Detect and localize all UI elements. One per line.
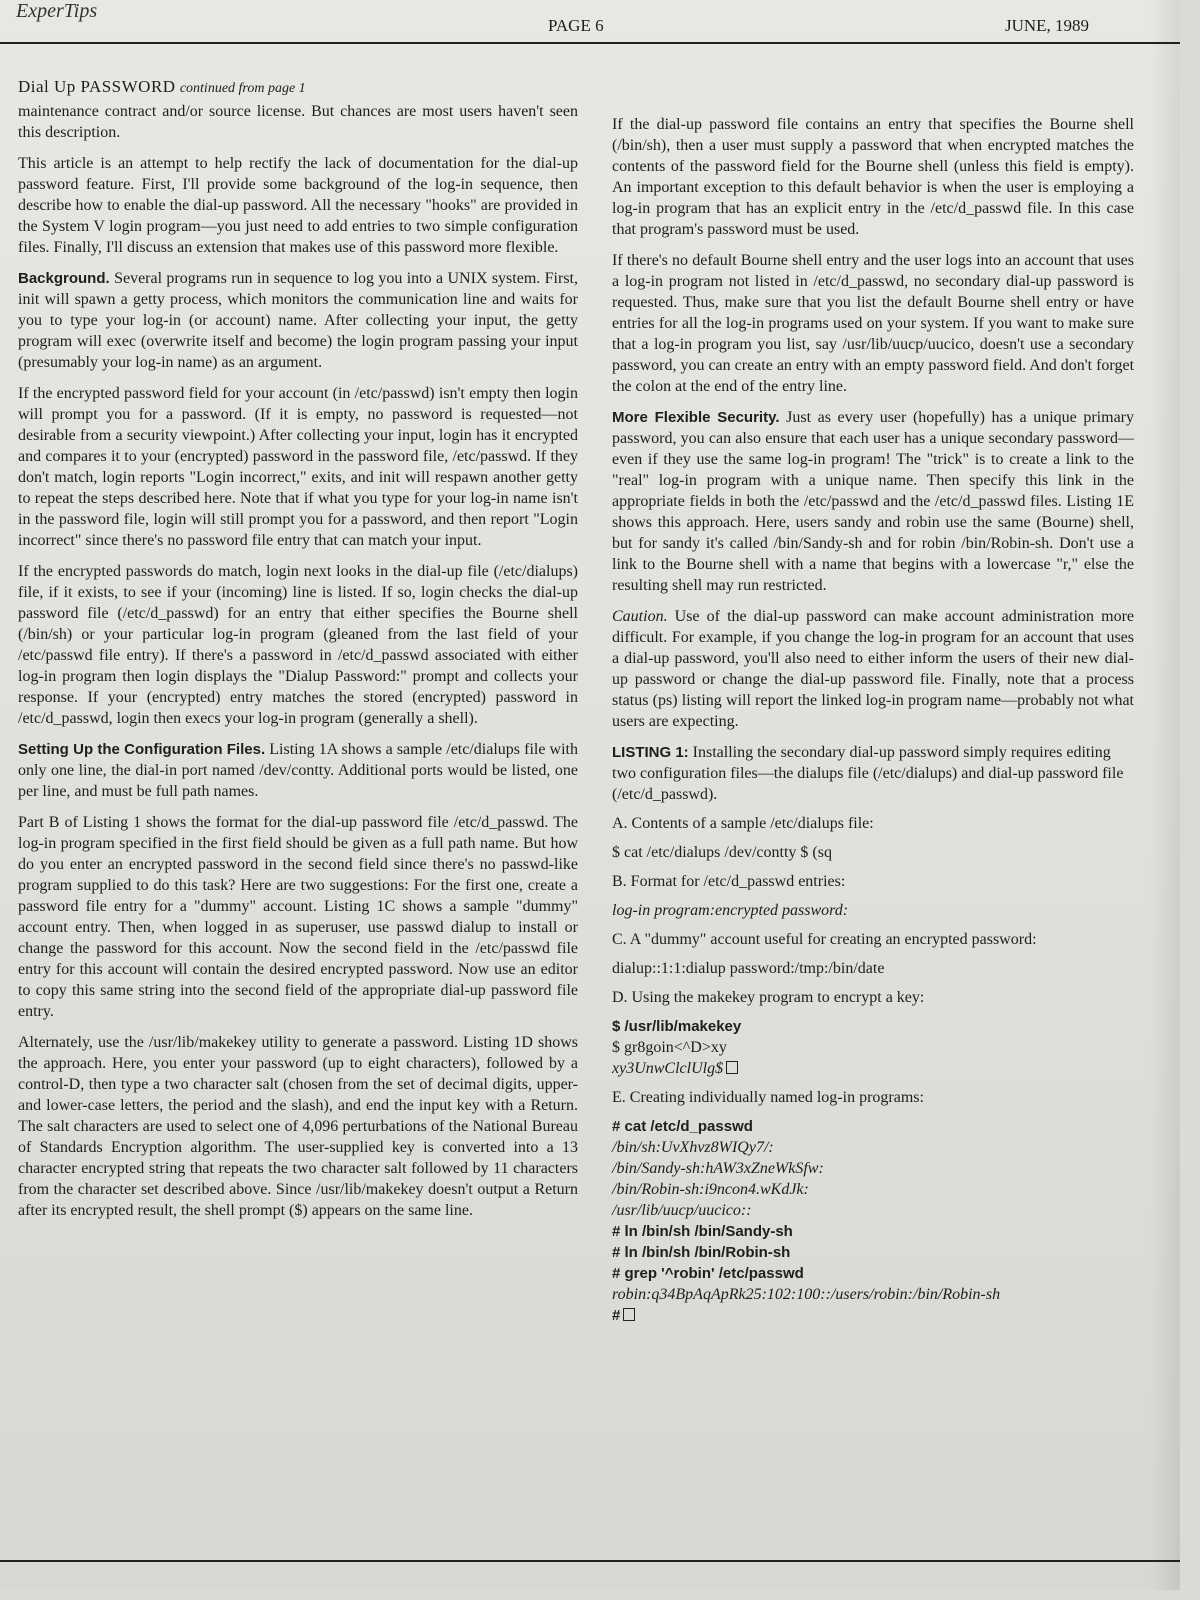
code-line: /bin/sh:UvXhvz8WIQy7/: [612, 1139, 774, 1156]
paragraph: If the encrypted password field for your account (in /etc/passwd) isn't empty then login will prompt you for a password. (If it is empty, no password is requested—not desirable from a security viewpoint.) After collecting your input, login has it encrypted and compares it to your (encrypted) password in the password file, /etc/passwd. If they don't match, login reports "Login incorrect," exits, and init will respawn another getty to repeat the steps described here. Note that if what you type for your log-in name isn't in the password file, login will still prompt you for a password, and then report "Login incorrect" since there's no password file entry that can match your input. [18, 385, 578, 549]
code-line: $ /usr/lib/makekey [612, 1018, 742, 1035]
section-heading: Setting Up the Configuration Files. [18, 741, 266, 758]
code-line: # [612, 1305, 1134, 1326]
listing-label-b: B. Format for /etc/d_passwd entries: [612, 873, 846, 890]
paragraph: This article is an attempt to help rectify the lack of documentation for the dial-up password feature. First, I'll provide some background of the log-in sequence, then describe how to enable the dial-up password. All the necessary "hooks" are provided in the System V login program—you just need to add entries to two simple configuration files. Finally, I'll discuss an extension that makes use of this password more flexible. [18, 155, 578, 256]
paragraph: Alternately, use the /usr/lib/makekey utility to generate a password. Listing 1D shows the approach. Here, you enter your password (up to eight characters), followed by a control-D, then type a two character salt (chosen from the set of decimal digits, upper- and lower-case letters, the period and the slash), and end the input key with a Return. The salt characters are used to select one of 4,096 perturbations of the National Bureau of Standards Encryption algorithm. The user-supplied key is converted into a 13 character encrypted string that repeats the two character salt followed by 11 characters from the character set described above. Since /usr/lib/makekey doesn't output a Return after its encrypted result, the shell prompt ($) appears on the same line. [18, 1034, 578, 1219]
code-line: robin:q34BpAqApRk25:102:100::/users/robin:/bin/Robin-sh [612, 1286, 1001, 1303]
paragraph [18, 268, 578, 373]
listing-code-d [612, 1016, 1134, 1079]
listing-label-a: A. Contents of a sample /etc/dialups file: [612, 815, 874, 832]
continued-note: continued from page 1 [179, 81, 306, 96]
code-line: /bin/Robin-sh:i9ncon4.wKdJk: [612, 1181, 809, 1198]
paragraph-body: Several programs run in sequence to log you into a UNIX system. First, init will spawn a getty process, which monitors the communication line and waits for you to type your log-in (or account) name. After collecting your input, the getty program will exec (overwrite itself and become) the login program passing your input (presumably your log-in name) as an argument. [18, 270, 578, 371]
listing-heading: LISTING 1: [612, 744, 689, 761]
right-column [612, 114, 1134, 1334]
paragraph: If there's no default Bourne shell entry and the user logs into an account that uses a log-in program not listed in /etc/d_passwd, no secondary dial-up password is requested. Thus, make sure that you list the default Bourne shell entry or have entries for all the log-in programs used on your system. If you want to make sure that a log-in program you list, say /usr/lib/uucp/uucico, doesn't use a secondary password, you can create an entry with an empty password field. And don't forget the colon at the end of the entry line. [612, 252, 1135, 395]
code-line: # ln /bin/sh /bin/Robin-sh [612, 1244, 791, 1261]
left-column [18, 76, 578, 1231]
code-line: xy3UnwClclUlg$ [612, 1058, 1134, 1079]
code-line: /usr/lib/uucp/uucico:: [612, 1202, 752, 1219]
listing-intro: LISTING 1: Installing the secondary dial-up password simply requires editing two configuration files—the dialups file (/etc/dialups) and dial-up password file (/etc/d_passwd). [612, 744, 1124, 803]
paragraph [612, 407, 1134, 596]
code-line: # grep '^robin' /etc/passwd [612, 1265, 804, 1282]
listing-code-c: dialup::1:1:dialup password:/tmp:/bin/date [612, 960, 885, 977]
article-title-line [18, 76, 578, 99]
paragraph [612, 606, 1134, 732]
paragraph-body: Listing 1A shows a sample /etc/dialups file with only one line, the dial-in port named /dev/contty. Additional ports would be listed, one per line, and must be full path names. [18, 741, 579, 800]
listing-code-a: $ cat /etc/dialups /dev/contty $ (sq [612, 844, 832, 861]
code-line: /bin/Sandy-sh:hAW3xZneWkSfw: [612, 1160, 824, 1177]
end-box-icon [623, 1308, 635, 1321]
page-number: PAGE 6 [548, 16, 604, 35]
article-title: Dial Up PASSWORD [18, 77, 176, 96]
paragraph [18, 739, 578, 802]
listing-label-c: C. A "dummy" account useful for creating an encrypted password: [612, 931, 1037, 948]
listing-label-e: E. Creating individually named log-in programs: [612, 1089, 924, 1106]
page-shadow [1150, 0, 1180, 1590]
paragraph: If the dial-up password file contains an entry that specifies the Bourne shell (/bin/sh), then a user must supply a password that when encrypted matches the contents of the password field for the Bourne shell (unless this field is empty). An important exception to this default behavior is when the user is employing a log-in program that has an explicit entry in the /etc/d_passwd file. In this case that program's password must be used. [612, 116, 1134, 238]
end-box-icon [726, 1061, 738, 1074]
section-heading: Background. [18, 270, 110, 287]
section-heading: Caution. [612, 608, 668, 625]
paragraph-body: Use of the dial-up password can make account administration more difficult. For example, if you change the log-in program for an account that uses a dial-up password, you'll also need to either inform the users of their new dial-up password or change the dial-up password file. Finally, note that a process status (ps) listing will report the linked log-in program name—probably not what users are expecting. [612, 608, 1135, 730]
listing-label-d: D. Using the makekey program to encrypt a key: [612, 989, 925, 1006]
listing-code-b: log-in program:encrypted password: [612, 902, 849, 919]
top-rule [0, 42, 1180, 44]
issue-date: JUNE, 1989 [1005, 16, 1090, 35]
code-line: # cat /etc/d_passwd [612, 1118, 753, 1135]
paragraph: If the encrypted passwords do match, login next looks in the dial-up file (/etc/dialups) file, if it exists, to see if your (incoming) line is listed. If so, login checks the dial-up password file (/etc/d_passwd) for an entry that either specifies the Bourne shell (/bin/sh) or your particular log-in program (gleaned from the last field of your /etc/passwd file entry). If there's a password in /etc/d_passwd associated with either log-in program then login displays the "Dialup Password:" prompt and collects your response. If your (encrypted) entry matches the stored (encrypted) password in /etc/d_passwd, login then execs your log-in program (generally a shell). [18, 563, 578, 727]
publication-name: ExperTips [16, 0, 98, 22]
section-heading: More Flexible Security. [612, 409, 780, 426]
code-line: # ln /bin/sh /bin/Sandy-sh [612, 1223, 793, 1240]
paragraph: Part B of Listing 1 shows the format for the dial-up password file /etc/d_passwd. The log-in program specified in the first field should be given as a full path name. But how do you enter an encrypted password in the second field since there's no passwd-like program supplied to do this task? Here are two suggestions: For the first one, create a password file entry for a "dummy" account. Listing 1C shows a sample "dummy" account entry. Then, when logged in as superuser, use passwd dialup to install or change the password for this account. Now the second field in the /etc/passwd file entry for this account will contain the desired encrypted password. Now use an editor to copy this same string into the second field of the appropriate dial-up password file entry. [18, 814, 578, 1020]
code-line: $ gr8goin<^D>xy [612, 1039, 727, 1056]
paragraph-body: Just as every user (hopefully) has a unique primary password, you can also ensure that each user has a unique secondary password—even if they use the same log-in program! The "trick" is to create a link to the "real" log-in program with a unique name. Then specify this link in the appropriate fields in both the /etc/passwd and the /etc/d_passwd files. Listing 1E shows this approach. Here, users sandy and robin use the same (Bourne) shell, but for sandy it's called /bin/Sandy-sh and for robin /bin/Robin-sh. Don't use a link to the Bourne shell with a name that begins with a lowercase "r," else the resulting shell may run restricted. [612, 409, 1134, 594]
masthead [0, 0, 1180, 44]
listing-code-e [612, 1116, 1134, 1326]
paragraph: maintenance contract and/or source license. But chances are most users haven't seen this description. [18, 103, 578, 141]
listing-1 [612, 742, 1134, 1326]
bottom-rule [0, 1560, 1180, 1562]
